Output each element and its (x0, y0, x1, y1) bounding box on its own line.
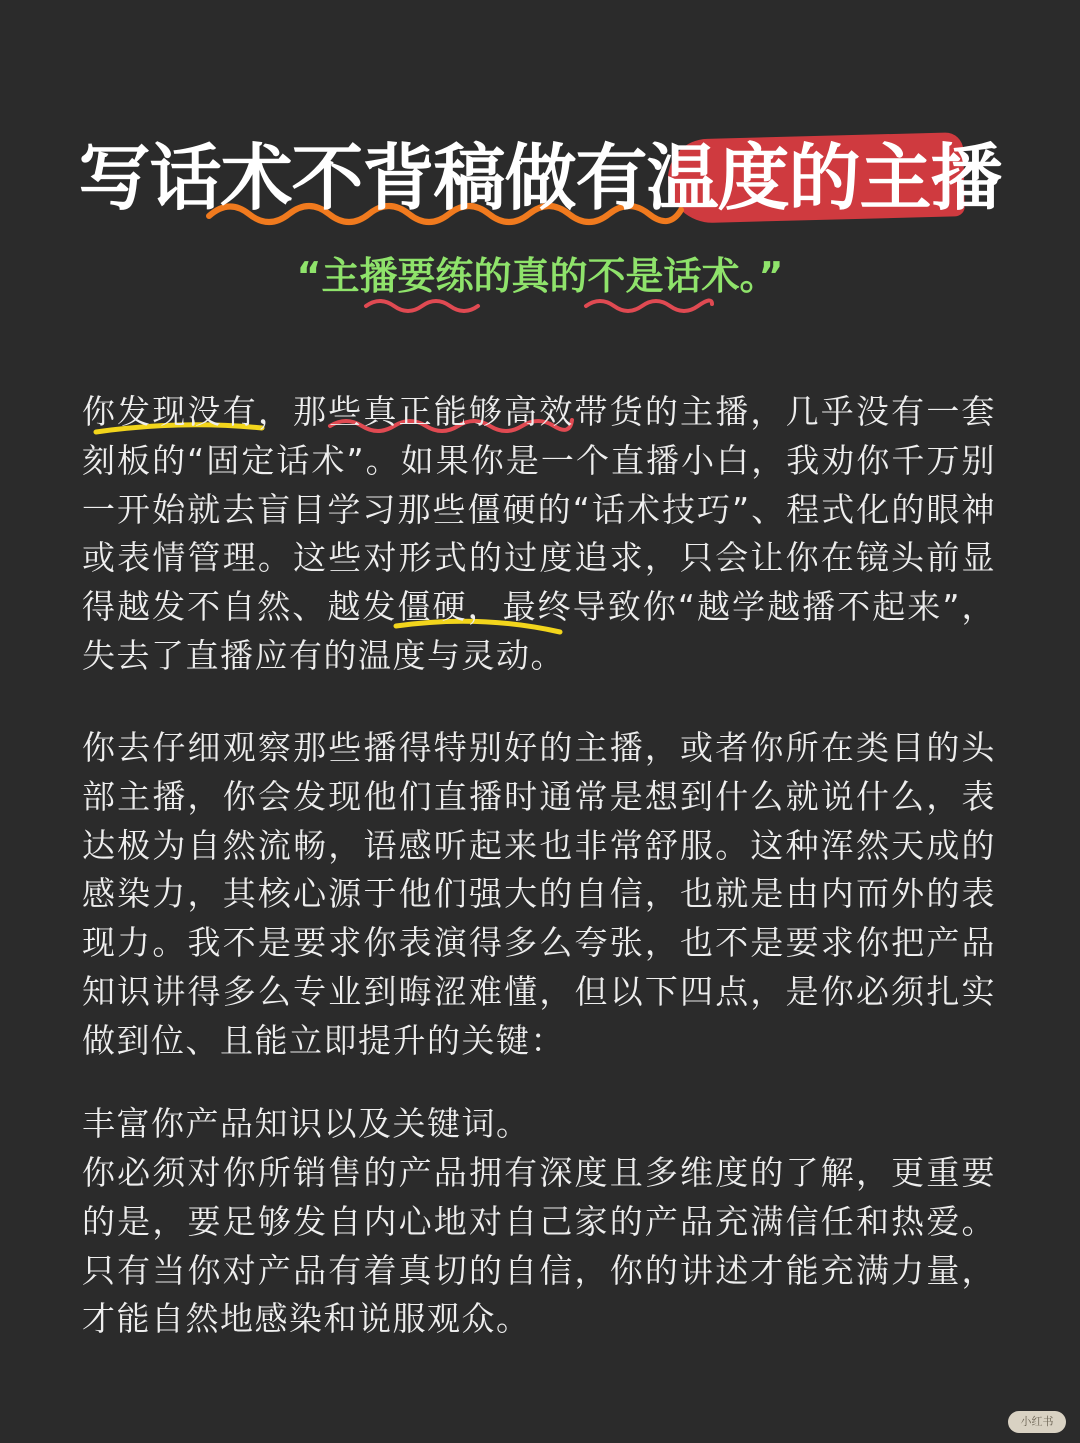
watermark-logo: 小红书 (1008, 1411, 1066, 1433)
title-block (0, 130, 1080, 230)
paragraph-intro: 你发现没有，那些真正能够高效带货的主播，几乎没有一套刻板的“固定话术”。如果你是一个直播小白，我劝你千万别一开始就去盲目学习那些僵硬的“话术技巧”、程式化的眼神或表情管理。这些对形式的过度追求，只会让你在镜头前显得越发不自然、越发僵硬，最终导致你“越学越播不起来”，失去了直播应有的温度与灵动。 (82, 392, 996, 675)
subtitle-block (0, 248, 1080, 318)
subtitle-quote: “主播要练的真的不是话术。” (296, 254, 784, 298)
page-title: 写话术不背稿做有温度的主播 (78, 136, 1002, 220)
paragraph-observation: 你去仔细观察那些播得特别好的主播，或者你所在类目的头部主播，你会发现他们直播时通常是想到什么就说什么，表达极为自然流畅，语感听起来也非常舒服。这种浑然天成的感染力，其核心源于他们强大的自信，也就是由内而外的表现力。我不是要求你表演得多么夸张，也不是要求你把产品知识讲得多么专业到晦涩难懂，但以下四点，是你必须扎实做到位、且能立即提升的关键： (82, 728, 996, 1060)
point-heading: 丰富你产品知识以及关键词。 (82, 1104, 531, 1143)
paragraph-product-knowledge: 你必须对你所销售的产品拥有深度且多维度的了解，更重要的是，要足够发自内心地对自己家的产品充满信任和热爱。只有当你对产品有着真切的自信，你的讲述才能充满力量，才能自然地感染和说服观众。 (82, 1153, 996, 1339)
